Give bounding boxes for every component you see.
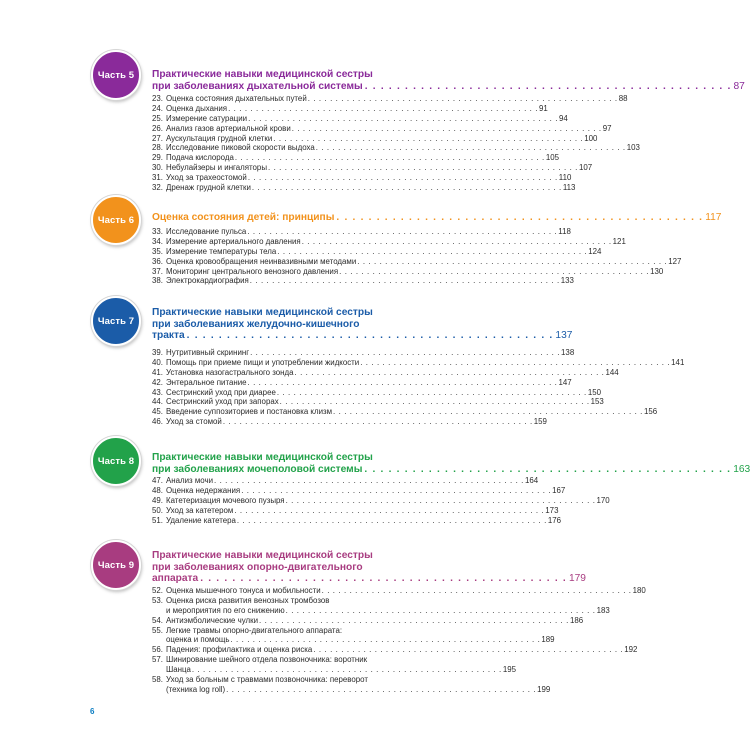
toc-entry[interactable]	[152, 645, 638, 655]
entry-page-number: 159	[533, 417, 547, 427]
entry-title: Уход за больным с травмами позвоночника: переворот	[166, 675, 368, 685]
entry-title: Измерение сатурации	[166, 113, 248, 123]
entry-title: Аускультация грудной клетки	[166, 133, 273, 143]
entry-number: 34.	[152, 236, 163, 246]
toc-entry[interactable]	[152, 684, 551, 695]
entry-title: Удаление катетера	[166, 515, 236, 525]
entry-page-number: 121	[612, 236, 626, 246]
entry-title: и мероприятия по его снижению	[166, 605, 285, 615]
page-number: 6	[90, 707, 95, 716]
leader-dots: . . . . . . . . . . . . . . . . . . . . . . . . . . . . . . . . . . . . . . . . . . . . . . . . . . . . . . . .	[339, 266, 650, 276]
toc-entry[interactable]	[152, 377, 572, 388]
entry-page-number: 170	[596, 495, 610, 505]
section-title-line: Практические навыки медицинской сестры	[152, 307, 373, 318]
entry-title: Катетеризация мочевого пузыря	[166, 495, 285, 505]
section-title[interactable]	[152, 550, 586, 585]
entry-number: 39.	[152, 348, 163, 357]
leader-dots: . . . . . . . . . . . . . . . . . . . . . . . . . . . . . . . . . . . . . . . . . . . . . .	[186, 330, 554, 342]
entry-number: 48.	[152, 485, 163, 495]
entry-title: Небулайзеры и ингаляторы	[166, 163, 267, 173]
entry-page-number: 113	[562, 183, 576, 193]
section-title-text: Оценка состояния детей: принципы	[152, 212, 335, 223]
entry-number: 54.	[152, 615, 163, 625]
entry-page-number: 150	[587, 387, 601, 397]
section-title-line	[152, 463, 750, 476]
section-title-line: при заболеваниях желудочно-кишечного	[152, 318, 360, 330]
entry-number: 58.	[152, 675, 163, 685]
entry-page-number: 173	[545, 505, 559, 515]
section-title-line: Практические навыки медицинской сестры	[152, 550, 373, 561]
entry-title: (техника log roll)	[166, 684, 226, 694]
entry-title: Сестринский уход при запорах	[166, 397, 279, 407]
toc-entry[interactable]	[152, 485, 566, 496]
entry-number: 42.	[152, 377, 163, 387]
entry-title: Энтеральное питание	[166, 377, 247, 387]
entry-number: 24.	[152, 103, 163, 113]
toc-entry[interactable]	[152, 163, 593, 173]
toc-entry[interactable]	[152, 236, 626, 247]
entry-page-number: 192	[624, 645, 638, 655]
toc-entry[interactable]	[152, 615, 584, 626]
toc-entry[interactable]	[152, 665, 517, 675]
entry-page-number: 105	[545, 153, 560, 163]
toc-entry[interactable]	[152, 256, 682, 267]
leader-dots: . . . . . . . . . . . . . . . . . . . . . . . . . . . . . . . . . . . . . . . . . . . . . . . . . . . . . . . .	[273, 133, 584, 143]
entry-title: Сестринский уход при диарее	[166, 387, 276, 397]
toc-entry[interactable]	[152, 348, 575, 358]
leader-dots: . . . . . . . . . . . . . . . . . . . . . . . . . . . . . . . . . . . . . . . . . . . . . . . . . . . . . . . .	[268, 163, 578, 173]
leader-dots: . . . . . . . . . . . . . . . . . . . . . . . . . . . . . . . . . . . . . . . . . . . . . . . . . . . . . . . .	[226, 684, 537, 694]
entry-page-number: 88	[618, 94, 628, 103]
toc-entry[interactable]	[152, 173, 572, 183]
entry-title: Оценка риска развития венозных тромбозов	[166, 595, 330, 605]
leader-dots: . . . . . . . . . . . . . . . . . . . . . . . . . . . . . . . . . . . . . . . . . . . . . .	[364, 463, 732, 475]
toc-entry[interactable]	[152, 123, 612, 134]
leader-dots: . . . . . . . . . . . . . . . . . . . . . . . . . . . . . . . . . . . . . . . . . . . . . . . . . . . . . . . .	[279, 397, 590, 407]
entry-title: Шинирование шейного отдела позвоночника: воротник	[166, 655, 368, 665]
entry-number: 52.	[152, 586, 163, 595]
toc-entry[interactable]	[152, 227, 571, 237]
leader-dots: . . . . . . . . . . . . . . . . . . . . . . . . . . . . . . . . . . . . . . . . . . . . . . . . . . . . . . . .	[285, 605, 596, 615]
entry-number: 51.	[152, 515, 163, 525]
leader-dots: . . . . . . . . . . . . . . . . . . . . . . . . . . . . . . . . . . . . . . . . . . . . . . . . . . . . . . . .	[285, 495, 596, 505]
entry-page-number: 97	[602, 123, 612, 133]
entry-page-number: 186	[569, 615, 584, 625]
toc-entry[interactable]	[152, 505, 559, 516]
toc-entry[interactable]	[152, 515, 562, 526]
section-title[interactable]	[152, 69, 745, 92]
entry-page-number: 167	[552, 485, 566, 495]
entry-page-number: 156	[643, 407, 658, 417]
leader-dots: . . . . . . . . . . . . . . . . . . . . . . . . . . . . . . . . . . . . . . . . . . . . . . . . . . . . . . . .	[276, 387, 587, 397]
entry-list	[152, 94, 640, 193]
section-page-number: 179	[568, 573, 586, 585]
toc-entry[interactable]	[152, 655, 414, 665]
entry-number: 56.	[152, 645, 163, 655]
leader-dots: . . . . . . . . . . . . . . . . . . . . . . . . . . . . . . . . . . . . . . . . . . . . . . . . . . . . . . . .	[247, 173, 558, 183]
entry-number: 30.	[152, 163, 163, 173]
leader-dots: . . . . . . . . . . . . . . . . . . . . . . . . . . . . . . . . . . . . . . . . . . . . . . . . . . . . . . . .	[294, 367, 605, 377]
entry-list	[152, 227, 682, 286]
entry-number: 35.	[152, 246, 163, 256]
entry-number: 44.	[152, 397, 163, 407]
entry-number: 33.	[152, 227, 163, 236]
entry-page-number: 183	[596, 605, 610, 615]
entry-number: 49.	[152, 495, 163, 505]
toc-entry[interactable]	[152, 635, 555, 645]
entry-page-number: 144	[605, 367, 619, 377]
entry-title: Анализ мочи	[166, 476, 213, 485]
toc-entry[interactable]	[152, 183, 576, 193]
entry-number: 47.	[152, 476, 163, 485]
section-title-line	[152, 212, 722, 224]
leader-dots: . . . . . . . . . . . . . . . . . . . . . . . . . . . . . . . . . . . . . . . . . . . . . . . . . . . . . . . .	[249, 276, 560, 286]
entry-title: Исследование пульса	[166, 227, 247, 236]
entry-page-number: 176	[547, 515, 562, 525]
entry-title: Введение суппозиториев и постановка клизм	[166, 407, 333, 417]
entry-title: Уход за трахеостомой	[166, 173, 247, 183]
leader-dots: . . . . . . . . . . . . . . . . . . . . . . . . . . . . . . . . . . . . . . . . . . . . . . . . . . . . . . . .	[357, 256, 668, 266]
entry-number: 29.	[152, 153, 163, 163]
entry-title: Уход за катетером	[166, 505, 234, 515]
entry-title: Оценка дыхания	[166, 103, 228, 113]
entry-title: Установка назогастрального зонда	[166, 367, 294, 377]
section-title-text: при заболеваниях мочеполовой системы	[152, 463, 363, 475]
entry-number: 55.	[152, 625, 163, 635]
toc-entry[interactable]	[152, 276, 574, 286]
leader-dots: . . . . . . . . . . . . . . . . . . . . . . . . . . . . . . . . . . . . . . . . . . . . . . . . . . . . . . . .	[360, 357, 671, 367]
toc-entry[interactable]	[152, 495, 610, 506]
entry-number: 53.	[152, 595, 163, 605]
section-title-line	[152, 330, 573, 342]
section-title-text: при заболеваниях дыхательной системы	[152, 80, 363, 92]
section-page-number: 137	[555, 330, 573, 342]
entry-page-number: 127	[668, 256, 682, 266]
section-title[interactable]	[152, 307, 573, 342]
entry-page-number: 153	[590, 397, 604, 407]
toc-entry[interactable]	[152, 586, 646, 596]
entry-title: Измерение артериального давления	[166, 236, 301, 246]
entry-title: Оценка мышечного тонуса и мобильности	[166, 586, 321, 595]
entry-number: 36.	[152, 256, 163, 266]
entry-list	[152, 348, 685, 427]
section-title[interactable]	[152, 212, 722, 224]
entry-page-number: 133	[560, 276, 574, 286]
entry-page-number: 91	[539, 103, 548, 113]
toc-entry[interactable]	[152, 357, 685, 368]
section-title-line: Практические навыки медицинской сестры	[152, 69, 373, 80]
toc-entry[interactable]	[152, 94, 628, 104]
entry-number: 41.	[152, 367, 163, 377]
entry-number: 50.	[152, 505, 163, 515]
leader-dots: . . . . . . . . . . . . . . . . . . . . . . . . . . . . . . . . . . . . . . . . . . . . . . . . . . . . . . . .	[214, 476, 524, 485]
toc-entry[interactable]	[152, 675, 414, 685]
leader-dots: . . . . . . . . . . . . . . . . . . . . . . . . . . . . . . . . . . . . . . . . . . . . . . . . . . . . . . . .	[248, 113, 559, 123]
leader-dots: . . . . . . . . . . . . . . . . . . . . . . . . . . . . . . . . . . . . . . . . . . . . . . . . . . . . . . . .	[247, 377, 558, 387]
entry-title: Подача кислорода	[166, 153, 234, 163]
entry-number: 31.	[152, 173, 163, 183]
leader-dots: . . . . . . . . . . . . . . . . . . . . . . . . . . . . . . . . . . . . . . . . . . . . . . . . . . . . . . . .	[230, 635, 541, 645]
entry-title: Легкие травмы опорно-двигательного аппарата:	[166, 625, 343, 635]
entry-title: Уход за стомой	[166, 417, 222, 427]
toc-entry[interactable]	[152, 133, 598, 144]
entry-title: Измерение температуры тела	[166, 246, 277, 256]
entry-page-number: 130	[650, 266, 664, 276]
leader-dots: . . . . . . . . . . . . . . . . . . . . . . . . . . . . . . . . . . . . . . . . . . . . . . . . . . . . . . . .	[241, 485, 552, 495]
entry-page-number: 195	[502, 665, 517, 675]
entry-page-number: 94	[559, 113, 568, 123]
leader-dots: . . . . . . . . . . . . . . . . . . . . . . . . . . . . . . . . . . . . . . . . . . . . . . . . . . . . . . . .	[315, 143, 626, 153]
part-badge: Часть 7	[91, 296, 141, 346]
entry-title: Дренаж грудной клетки	[166, 183, 251, 193]
entry-page-number: 103	[626, 143, 640, 153]
leader-dots: . . . . . . . . . . . . . . . . . . . . . . . . . . . . . . . . . . . . . . . . . . . . . . . . . . . . . . . .	[222, 417, 533, 427]
part-badge: Часть 9	[91, 540, 141, 590]
entry-page-number: 180	[632, 586, 646, 595]
entry-number: 57.	[152, 655, 163, 665]
section-title-text: аппарата	[152, 573, 199, 585]
toc-entry[interactable]	[152, 246, 602, 257]
leader-dots: . . . . . . . . . . . . . . . . . . . . . . . . . . . . . . . . . . . . . . . . . . . . . . . . . . . . . . . .	[247, 227, 558, 236]
section-page-number: 87	[733, 80, 745, 92]
entry-number: 32.	[152, 183, 163, 193]
entry-page-number: 138	[561, 348, 575, 357]
section-title[interactable]	[152, 452, 750, 475]
part-badge: Часть 6	[91, 195, 141, 245]
toc-entry[interactable]	[152, 407, 658, 417]
entry-page-number: 100	[584, 133, 598, 143]
leader-dots: . . . . . . . . . . . . . . . . . . . . . . . . . . . . . . . . . . . . . . . . . . . . . . . . . . . . . . . .	[234, 505, 545, 515]
entry-page-number: 141	[671, 357, 685, 367]
entry-title: оценка и помощь	[166, 635, 230, 645]
toc-entry[interactable]	[152, 397, 604, 407]
entry-title: Оценка кровообращения неинвазивными методами	[166, 256, 357, 266]
entry-number: 27.	[152, 133, 163, 143]
leader-dots: . . . . . . . . . . . . . . . . . . . . . . . . . . . . . . . . . . . . . . . . . . . . . . . . . . . . . . . .	[228, 103, 539, 113]
toc-entry[interactable]	[152, 417, 547, 427]
section-title-line: при заболеваниях опорно-двигательного	[152, 561, 363, 573]
toc-entry[interactable]	[152, 113, 568, 124]
part-badge: Часть 5	[91, 50, 141, 100]
section-title-text: тракта	[152, 330, 185, 342]
entry-number: 43.	[152, 387, 163, 397]
entry-number: 28.	[152, 143, 163, 153]
entry-title: Падения: профилактика и оценка риска	[166, 645, 313, 655]
section-page-number: 163	[733, 463, 750, 475]
entry-number: 26.	[152, 123, 163, 133]
toc-entry[interactable]	[152, 476, 539, 486]
entry-number: 38.	[152, 276, 163, 286]
entry-title: Нутритивный скрининг	[166, 348, 250, 357]
entry-title: Мониторинг центрального венозного давления	[166, 266, 339, 276]
entry-page-number: 107	[578, 163, 593, 173]
leader-dots: . . . . . . . . . . . . . . . . . . . . . . . . . . . . . . . . . . . . . . . . . . . . . .	[364, 80, 732, 92]
toc-entry[interactable]	[152, 605, 610, 616]
entry-page-number: 110	[558, 173, 572, 183]
leader-dots: . . . . . . . . . . . . . . . . . . . . . . . . . . . . . . . . . . . . . . . . . . . . . . . . . . . . . . . .	[258, 615, 569, 625]
toc-entry[interactable]	[152, 143, 640, 153]
section-page-number: 117	[705, 212, 722, 223]
entry-number: 40.	[152, 357, 163, 367]
entry-page-number: 164	[524, 476, 539, 485]
leader-dots: . . . . . . . . . . . . . . . . . . . . . . . . . . . . . . . . . . . . . . . . . . . . . . . . . . . . . . . .	[191, 665, 502, 675]
entry-list	[152, 586, 646, 695]
entry-page-number: 124	[588, 246, 602, 256]
section-title-line	[152, 573, 586, 585]
entry-page-number: 199	[537, 684, 551, 694]
leader-dots: . . . . . . . . . . . . . . . . . . . . . . . . . . . . . . . . . . . . . . . . . . . . . . . . . . . . . . . .	[321, 586, 632, 595]
entry-title: Антиэмболические чулки	[166, 615, 258, 625]
entry-page-number: 147	[558, 377, 572, 387]
entry-title: Электрокардиография	[166, 276, 249, 286]
part-badge: Часть 8	[91, 436, 141, 486]
entry-page-number: 118	[558, 227, 571, 236]
leader-dots: . . . . . . . . . . . . . . . . . . . . . . . . . . . . . . . . . . . . . . . . . . . . . . . . . . . . . . . .	[307, 94, 618, 103]
leader-dots: . . . . . . . . . . . . . . . . . . . . . . . . . . . . . . . . . . . . . . . . . . . . . .	[200, 573, 567, 585]
entry-title: Помощь при приеме пищи и употреблении жидкости	[166, 357, 360, 367]
toc-entry[interactable]	[152, 596, 414, 606]
section-title-line: Практические навыки медицинской сестры	[152, 452, 373, 463]
entry-title: Шанца	[166, 665, 191, 675]
entry-number: 45.	[152, 407, 163, 417]
toc-entry[interactable]	[152, 387, 601, 398]
toc-entry[interactable]	[152, 153, 560, 163]
entry-number: 23.	[152, 94, 163, 103]
entry-title: Исследование пиковой скорости выдоха	[166, 143, 315, 153]
leader-dots: . . . . . . . . . . . . . . . . . . . . . . . . . . . . . . . . . . . . . . . . . . . . . . . . . . . . . . . .	[236, 515, 547, 525]
entry-page-number: 189	[541, 635, 555, 645]
entry-number: 37.	[152, 266, 163, 276]
leader-dots: . . . . . . . . . . . . . . . . . . . . . . . . . . . . . . . . . . . . . . . . . . . . . . . . . . . . . . . .	[291, 123, 602, 133]
entry-list	[152, 476, 610, 525]
toc-entry[interactable]	[152, 103, 548, 114]
leader-dots: . . . . . . . . . . . . . . . . . . . . . . . . . . . . . . . . . . . . . . . . . . . . . . . . . . . . . . . .	[277, 246, 588, 256]
leader-dots: . . . . . . . . . . . . . . . . . . . . . . . . . . . . . . . . . . . . . . . . . . . . . . . . . . . . . . . .	[301, 236, 612, 246]
entry-number: 25.	[152, 113, 163, 123]
leader-dots: . . . . . . . . . . . . . . . . . . . . . . . . . . . . . . . . . . . . . . . . . . . . . . . . . . . . . . . .	[313, 645, 624, 655]
leader-dots: . . . . . . . . . . . . . . . . . . . . . . . . . . . . . . . . . . . . . . . . . . . . . .	[336, 212, 704, 223]
entry-title: Анализ газов артериальной крови	[166, 123, 291, 133]
leader-dots: . . . . . . . . . . . . . . . . . . . . . . . . . . . . . . . . . . . . . . . . . . . . . . . . . . . . . . . .	[333, 407, 643, 417]
toc-entry[interactable]	[152, 266, 664, 277]
leader-dots: . . . . . . . . . . . . . . . . . . . . . . . . . . . . . . . . . . . . . . . . . . . . . . . . . . . . . . . .	[234, 153, 545, 163]
toc-entry[interactable]	[152, 626, 414, 636]
entry-title: Оценка недержания	[166, 485, 241, 495]
leader-dots: . . . . . . . . . . . . . . . . . . . . . . . . . . . . . . . . . . . . . . . . . . . . . . . . . . . . . . . .	[251, 183, 562, 193]
toc-entry[interactable]	[152, 367, 619, 378]
leader-dots: . . . . . . . . . . . . . . . . . . . . . . . . . . . . . . . . . . . . . . . . . . . . . . . . . . . . . . . .	[250, 348, 561, 357]
entry-title: Оценка состояния дыхательных путей	[166, 94, 307, 103]
section-title-line	[152, 80, 745, 93]
entry-number: 46.	[152, 417, 163, 427]
